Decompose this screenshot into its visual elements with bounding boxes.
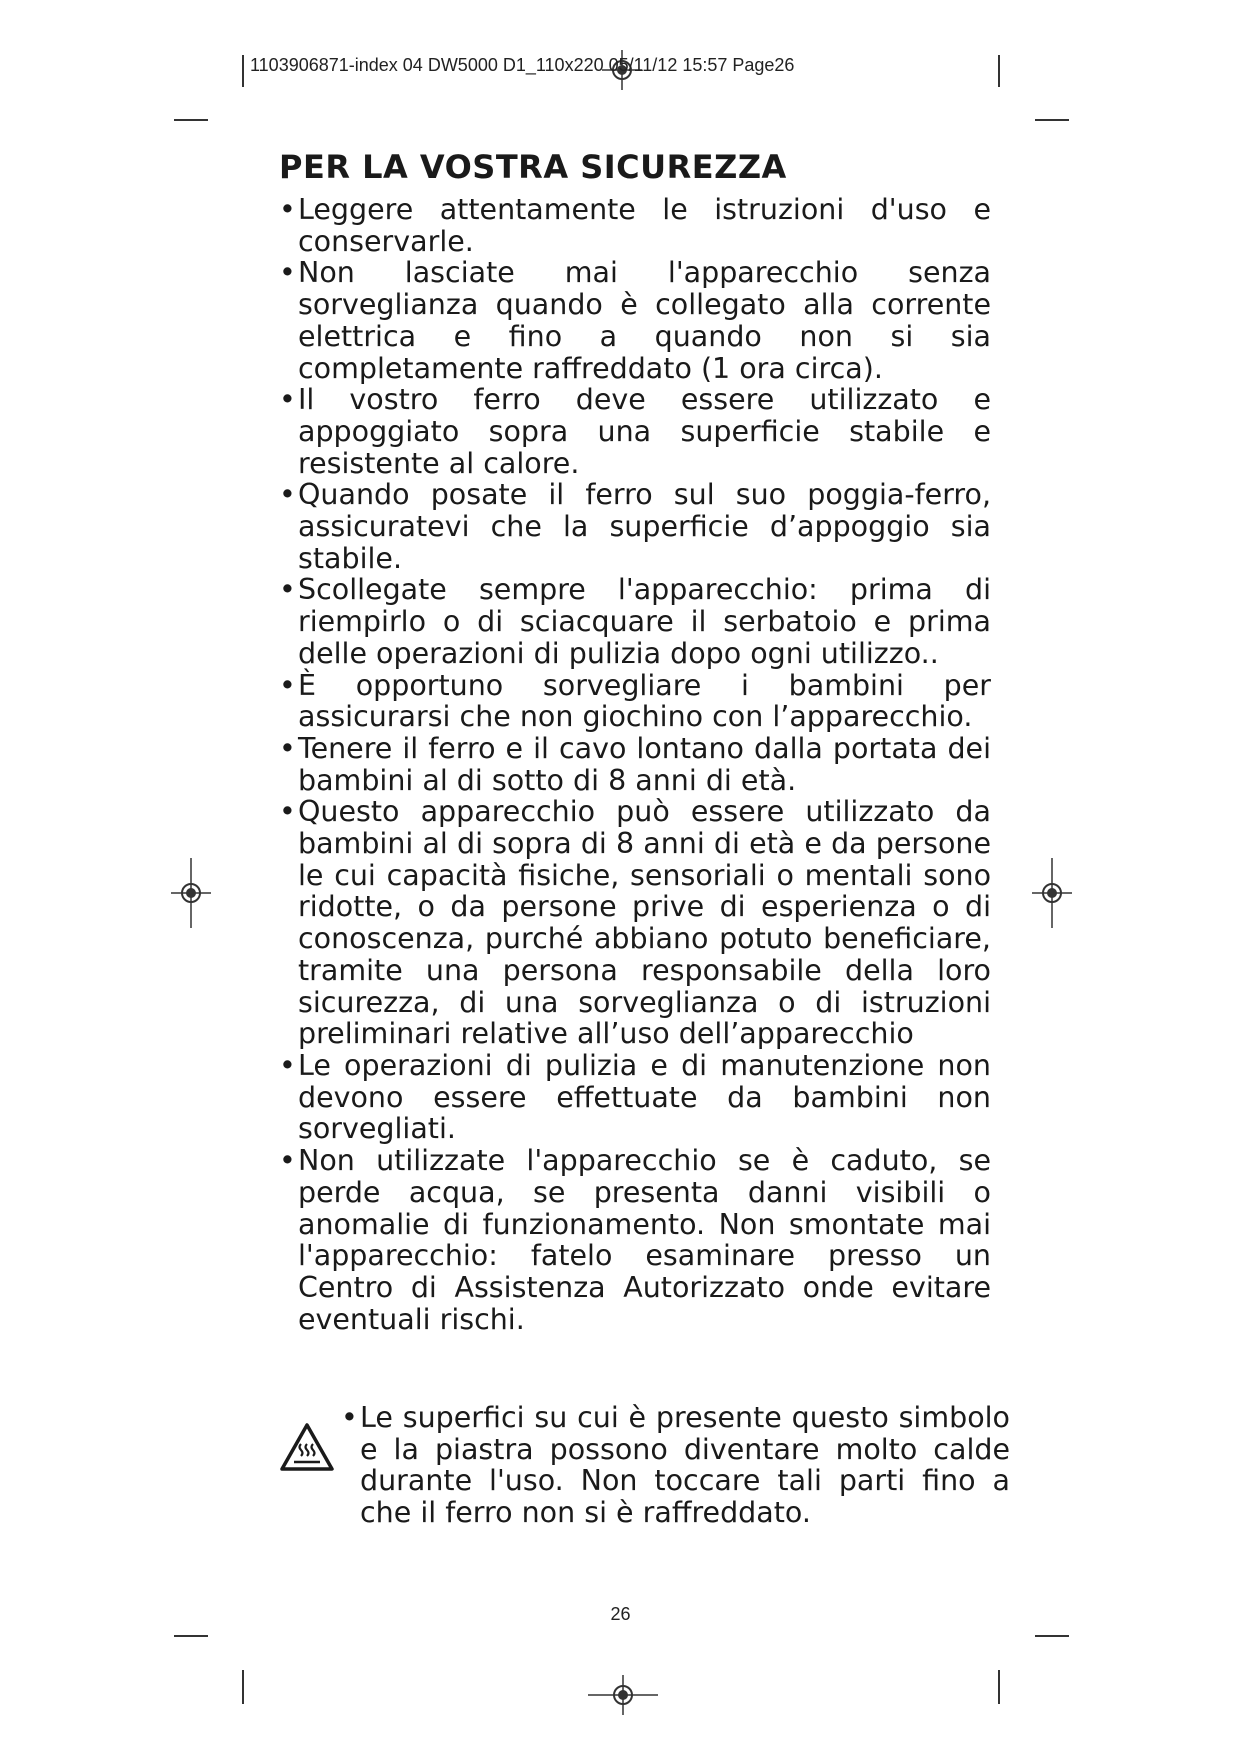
page-number: 26 xyxy=(610,1604,631,1624)
section-title: PER LA VOSTRA SICUREZZA xyxy=(279,148,787,186)
crop-mark-top-right-vertical xyxy=(998,55,1000,87)
crop-mark-bottom-left-vertical xyxy=(242,1670,244,1704)
list-item: • Scollegate sempre l'apparecchio: prima di riempirlo o di sciacquare il serbatoio e prima delle operazioni di pulizia dopo ogni utilizzo.. xyxy=(279,574,991,669)
crop-mark-top-left-vertical xyxy=(242,55,244,87)
list-item: • Il vostro ferro deve essere utilizzato e appoggiato sopra una superficie stabile e resistente al calore. xyxy=(279,384,991,479)
crop-mark-bottom-left-horizontal xyxy=(174,1635,208,1637)
list-item: • Non lasciate mai l'apparecchio senza sorveglianza quando è collegato alla corrente elettrica e fino a quando non si sia completamente raffreddato (1 ora circa). xyxy=(279,257,991,384)
list-item: • Questo apparecchio può essere utilizzato da bambini al di sopra di 8 anni di età e da persone le cui capacità fisiche, sensoriali o mentali sono ridotte, o da persone prive di esperienza o di conoscenza, purché abbiano potuto beneficiare, tramite una persona responsabile della loro sicurezza, di una sorveglianza o di istruzioni preliminari relative all’uso dell’apparecchio xyxy=(279,796,991,1050)
registration-mark-icon xyxy=(171,858,211,928)
crop-mark-bottom-right-vertical xyxy=(998,1670,1000,1704)
safety-list xyxy=(279,194,991,1335)
warning-text: • Le superfici su cui è presente questo simbolo e la piastra possono diventare molto calde durante l'uso. Non toccare tali parti fino a che il ferro non si è raffreddato. xyxy=(341,1402,1010,1529)
registration-mark-icon xyxy=(1032,858,1072,928)
list-item: • È opportuno sorvegliare i bambini per assicurarsi che non giochino con l’apparecchio. xyxy=(279,670,991,733)
list-item: • Quando posate il ferro sul suo poggia-ferro, assicuratevi che la superficie d’appoggio sia stabile. xyxy=(279,479,991,574)
print-slug: 1103906871-index 04 DW5000 D1_110x220 05/11/12 15:57 Page26 xyxy=(250,55,795,75)
list-item: • Tenere il ferro e il cavo lontano dalla portata dei bambini al di sotto di 8 anni di età. xyxy=(279,733,991,796)
list-item: • Non utilizzate l'apparecchio se è caduto, se perde acqua, se presenta danni visibili o anomalie di funzionamento. Non smontate mai l'apparecchio: fatelo esaminare presso un Centro di Assistenza Autorizzato onde evitare eventuali rischi. xyxy=(279,1145,991,1335)
crop-mark-top-left-horizontal xyxy=(174,119,208,121)
hot-surface-warning-icon xyxy=(279,1422,335,1472)
list-item: • Leggere attentamente le istruzioni d'uso e conservarle. xyxy=(279,194,991,257)
registration-mark-icon xyxy=(588,1675,658,1715)
crop-mark-top-right-horizontal xyxy=(1035,119,1069,121)
list-item: • Le operazioni di pulizia e di manutenzione non devono essere effettuate da bambini non sorvegliati. xyxy=(279,1050,991,1145)
crop-mark-bottom-right-horizontal xyxy=(1035,1635,1069,1637)
